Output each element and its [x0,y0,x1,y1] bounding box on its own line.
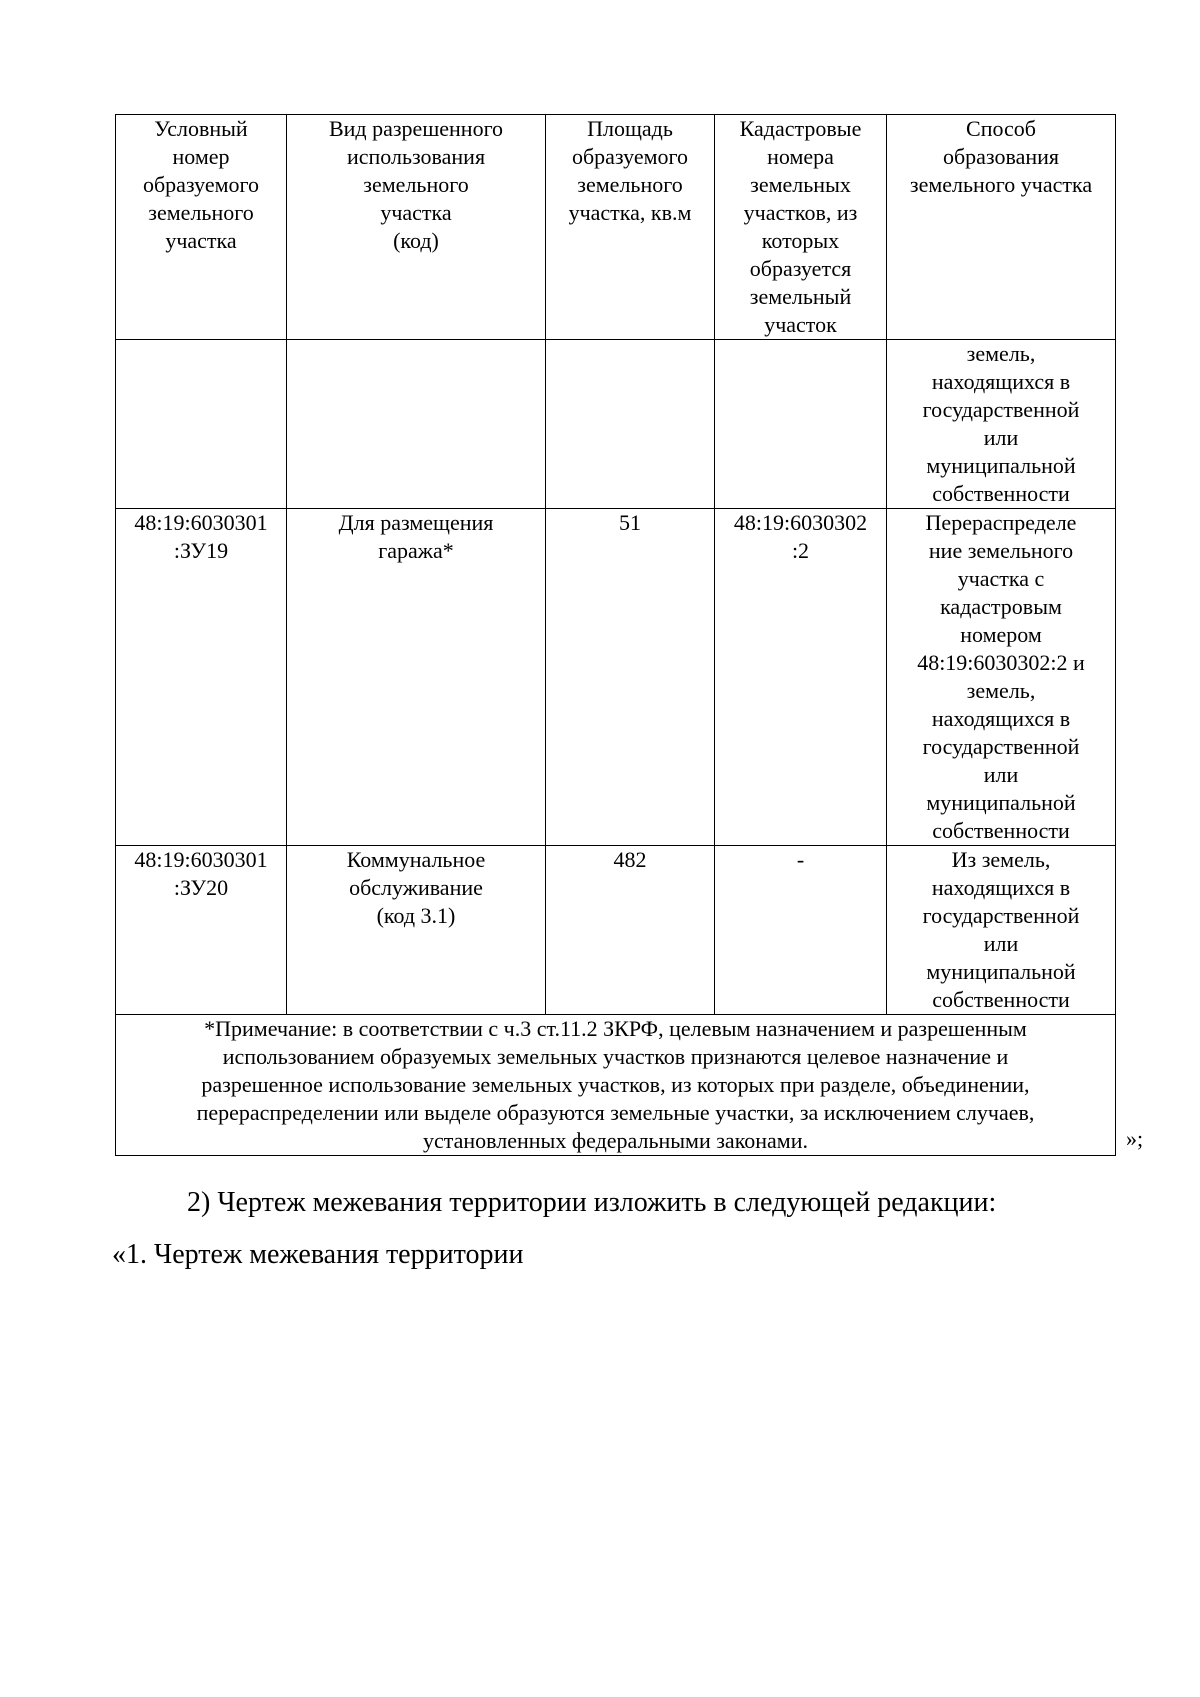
table-header-row [116,115,1116,340]
cell-cadastral [715,340,887,509]
table-row [116,340,1116,509]
header-cadastral-numbers: Кадастровые номера земельных участков, из которых образуется земельный участок [715,115,887,340]
cell-cadastral: 48:19:6030302 :2 [715,509,887,846]
cell-method: Перераспределе ние земельного участка с кадастровым номером 48:19:6030302:2 и земель, находящихся в государственной или муниципальной собственности [887,509,1116,846]
cell-area [546,340,715,509]
table-note-row [116,1015,1116,1156]
closing-quote-mark: »; [1126,1126,1144,1151]
cell-method: земель, находящихся в государственной или муниципальной собственности [887,340,1116,509]
cell-method: Из земель, находящихся в государственной или муниципальной собственности [887,846,1116,1015]
cell-plot-number [116,340,287,509]
section-heading: «1. Чертеж межевания территории [112,1239,524,1270]
cell-use-type: Для размещения гаража* [287,509,546,846]
cell-area: 482 [546,846,715,1015]
table-footnote: *Примечание: в соответствии с ч.3 ст.11.2 ЗКРФ, целевым назначением и разрешенным использованием образуемых земельных участков признаются целевое назначение и разрешенное использование земельных участков, из которых при разделе, объединении, перераспределении или выделе образуются земельные участки, за исключением случаев, установленных федеральными законами. [116,1015,1116,1156]
cell-plot-number: 48:19:6030301 :ЗУ20 [116,846,287,1015]
table-row [116,846,1116,1015]
table-row [116,509,1116,846]
cell-area: 51 [546,509,715,846]
cell-use-type [287,340,546,509]
header-use-type: Вид разрешенного использования земельного участка (код) [287,115,546,340]
cell-cadastral: - [715,846,887,1015]
amendment-paragraph: 2) Чертеж межевания территории изложить в следующей редакции: [187,1187,997,1218]
cell-plot-number: 48:19:6030301 :ЗУ19 [116,509,287,846]
header-plot-number: Условный номер образуемого земельного участка [116,115,287,340]
header-area: Площадь образуемого земельного участка, кв.м [546,115,715,340]
cell-use-type: Коммунальное обслуживание (код 3.1) [287,846,546,1015]
header-formation-method: Способ образования земельного участка [887,115,1116,340]
land-plots-table [115,114,1116,1156]
